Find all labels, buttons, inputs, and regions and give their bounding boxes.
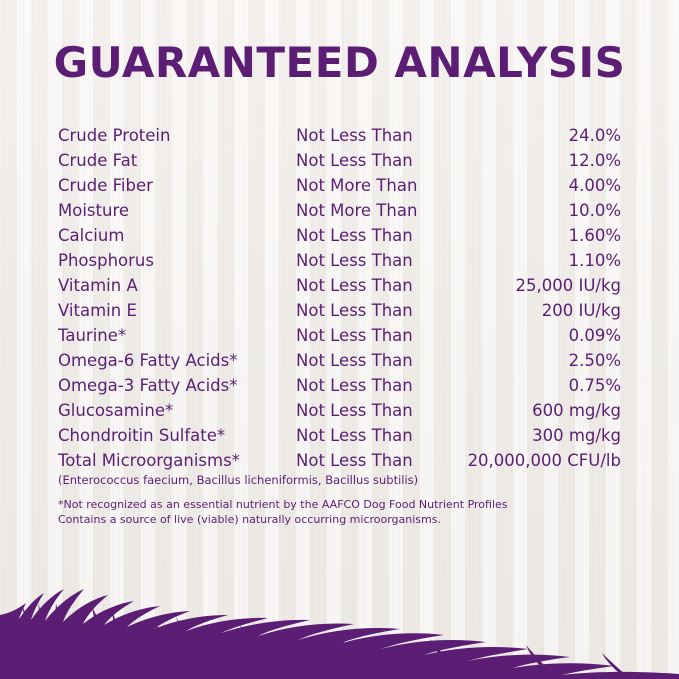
table-row (58, 176, 621, 201)
nutrient-value: 20,000,000 CFU/lb (467, 451, 621, 470)
nutrient-value: 4.00% (568, 176, 621, 195)
nutrient-value: 24.0% (568, 126, 621, 145)
organisms-note: (Enterococcus faecium, Bacillus licheniformis, Bacillus subtilis) (58, 473, 419, 487)
nutrient-value: 600 mg/kg (532, 401, 621, 420)
table-row (58, 426, 621, 451)
nutrient-value: 1.10% (568, 251, 621, 270)
nutrient-value: 25,000 IU/kg (515, 276, 621, 295)
table-row (58, 201, 621, 226)
nutrition-table (58, 126, 621, 476)
nutrient-qualifier: Not Less Than (296, 376, 413, 395)
nutrient-name: Chondroitin Sulfate* (58, 426, 226, 445)
nutrient-name: Taurine* (58, 326, 127, 345)
table-row (58, 226, 621, 251)
nutrient-value: 0.09% (568, 326, 621, 345)
nutrient-qualifier: Not Less Than (296, 276, 413, 295)
footnote-line-1: *Not recognized as an essential nutrient by the AAFCO Dog Food Nutrient Profiles (58, 498, 508, 511)
nutrient-name: Crude Fiber (58, 176, 153, 195)
nutrient-value: 10.0% (568, 201, 621, 220)
nutrient-qualifier: Not Less Than (296, 151, 413, 170)
nutrient-qualifier: Not Less Than (296, 426, 413, 445)
page-title: GUARANTEED ANALYSIS (53, 38, 626, 87)
nutrient-qualifier: Not Less Than (296, 451, 413, 470)
nutrient-name: Omega-6 Fatty Acids* (58, 351, 238, 370)
nutrient-name: Vitamin E (58, 301, 137, 320)
nutrient-qualifier: Not Less Than (296, 401, 413, 420)
table-row (58, 351, 621, 376)
footnote-line-2: Contains a source of live (viable) naturally occurring microorganisms. (58, 512, 441, 526)
nutrient-qualifier: Not Less Than (296, 326, 413, 345)
table-row (58, 126, 621, 151)
nutrient-value: 1.60% (568, 226, 621, 245)
grass-silhouette-decoration (0, 519, 679, 679)
nutrient-qualifier: Not Less Than (296, 126, 413, 145)
nutrient-value: 2.50% (568, 351, 621, 370)
nutrient-name: Moisture (58, 201, 130, 220)
table-row (58, 326, 621, 351)
nutrient-qualifier: Not More Than (296, 201, 418, 220)
nutrient-qualifier: Not Less Than (296, 301, 413, 320)
table-row (58, 276, 621, 301)
nutrient-name: Total Microorganisms* (58, 451, 240, 470)
nutrient-name: Glucosamine* (58, 401, 174, 420)
nutrient-name: Omega-3 Fatty Acids* (58, 376, 238, 395)
nutrient-qualifier: Not Less Than (296, 226, 413, 245)
nutrient-name: Crude Protein (58, 126, 171, 145)
table-row (58, 376, 621, 401)
table-row (58, 151, 621, 176)
nutrient-value: 0.75% (568, 376, 621, 395)
nutrient-value: 300 mg/kg (532, 426, 621, 445)
nutrient-value: 12.0% (568, 151, 621, 170)
table-row (58, 301, 621, 326)
grass-icon (0, 519, 679, 679)
nutrient-qualifier: Not Less Than (296, 351, 413, 370)
nutrient-name: Vitamin A (58, 276, 138, 295)
nutrient-name: Calcium (58, 226, 125, 245)
table-row (58, 401, 621, 426)
table-row (58, 251, 621, 276)
nutrient-qualifier: Not More Than (296, 176, 418, 195)
nutrient-name: Crude Fat (58, 151, 138, 170)
nutrient-name: Phosphorus (58, 251, 154, 270)
nutrient-value: 200 IU/kg (541, 301, 621, 320)
nutrient-qualifier: Not Less Than (296, 251, 413, 270)
